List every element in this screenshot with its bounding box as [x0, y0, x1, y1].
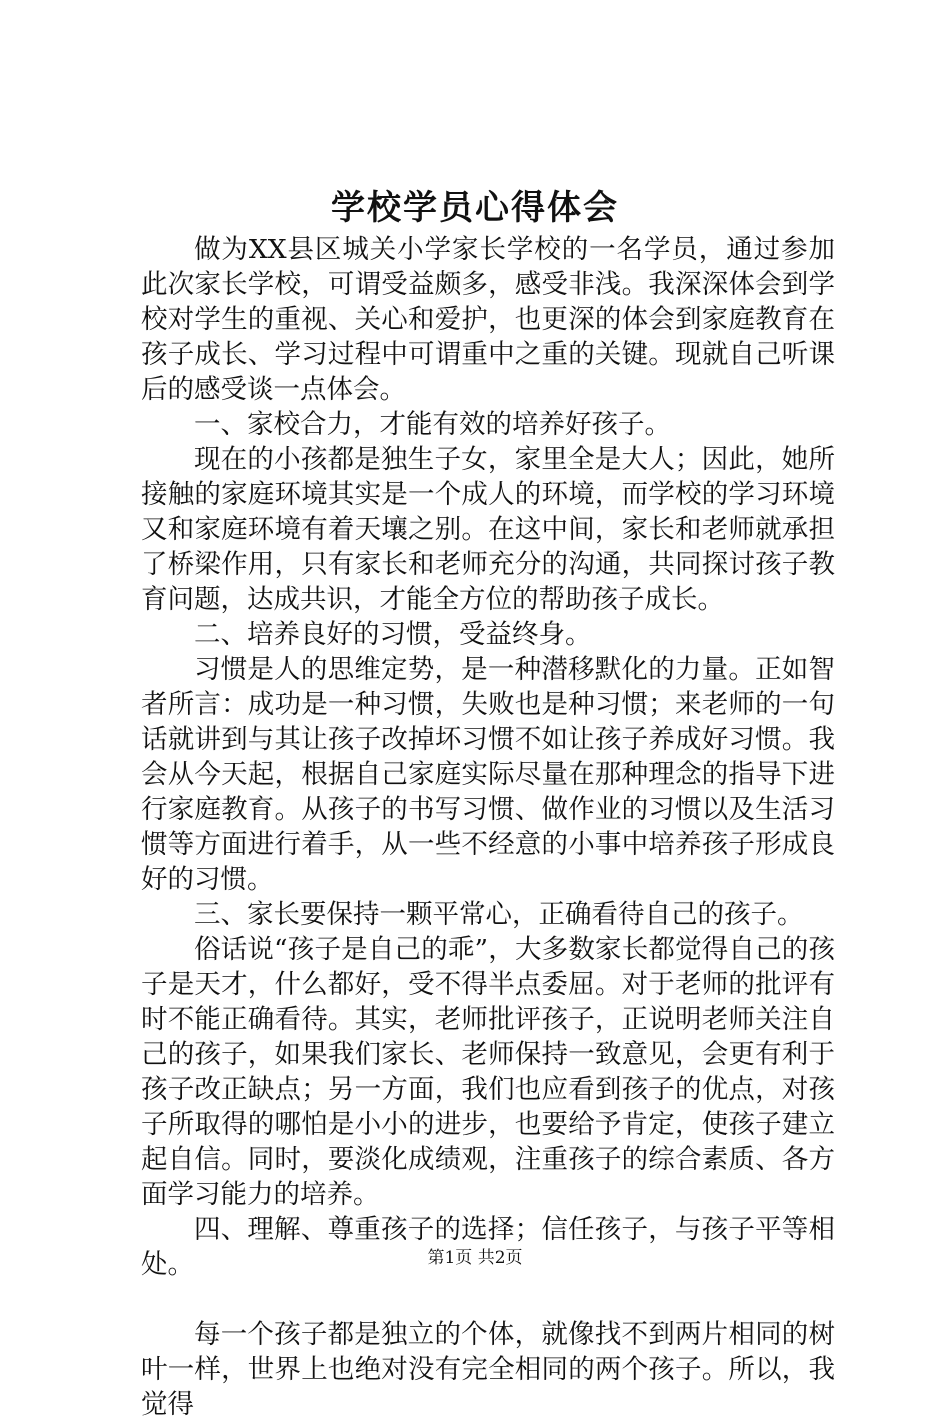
paragraph-intro: 做为XX县区城关小学家长学校的一名学员，通过参加此次家长学校，可谓受益颇多，感受非浅。我深深体会到学校对学生的重视、关心和爱护，也更深的体会到家庭教育在孩子成长、学习过程中可谓重中之重的关键。现就自己听课后的感受谈一点体会。 [141, 234, 835, 405]
paragraph-section-4: 每一个孩子都是独立的个体，就像找不到两片相同的树叶一样，世界上也绝对没有完全相同的两个孩子。所以，我觉得 [141, 1319, 835, 1420]
paragraph-section-2: 习惯是人的思维定势，是一种潜移默化的力量。正如智者所言：成功是一种习惯，失败也是种习惯；来老师的一句话就讲到与其让孩子改掉坏习惯不如让孩子养成好习惯。我会从今天起，根据自己家庭实际尽量在那种理念的指导下进行家庭教育。从孩子的书写习惯、做作业的习惯以及生活习惯等方面进行着手，从一些不经意的小事中培养孩子形成良好的习惯。 [141, 654, 835, 895]
heading-section-2: 二、培养良好的习惯，受益终身。 [194, 619, 592, 650]
heading-section-4: 四、理解、尊重孩子的选择；信任孩子，与孩子平等相处。 [141, 1214, 835, 1280]
document-body [141, 232, 835, 1422]
paragraph-section-3: 俗话说“孩子是自己的乖”，大多数家长都觉得自己的孩子是天才，什么都好，受不得半点委屈。对于老师的批评有时不能正确看待。其实，老师批评孩子，正说明老师关注自己的孩子，如果我们家长、老师保持一致意见，会更有利于孩子改正缺点；另一方面，我们也应看到孩子的优点，对孩子所取得的哪怕是小小的进步，也要给予肯定，使孩子建立起自信。同时，要淡化成绩观，注重孩子的综合素质、各方面学习能力的培养。 [141, 934, 835, 1210]
page-number: 第1页 共2页 [427, 1248, 523, 1268]
heading-section-3: 三、家长要保持一颗平常心，正确看待自己的孩子。 [194, 899, 804, 930]
document-title: 学校学员心得体会 [331, 188, 619, 228]
paragraph-section-1: 现在的小孩都是独生子女，家里全是大人；因此，她所接触的家庭环境其实是一个成人的环境，而学校的学习环境又和家庭环境有着天壤之别。在这中间，家长和老师就承担了桥梁作用，只有家长和老师充分的沟通，共同探讨孩子教育问题，达成共识，才能全方位的帮助孩子成长。 [141, 444, 835, 615]
heading-section-1: 一、家校合力，才能有效的培养好孩子。 [194, 409, 671, 440]
